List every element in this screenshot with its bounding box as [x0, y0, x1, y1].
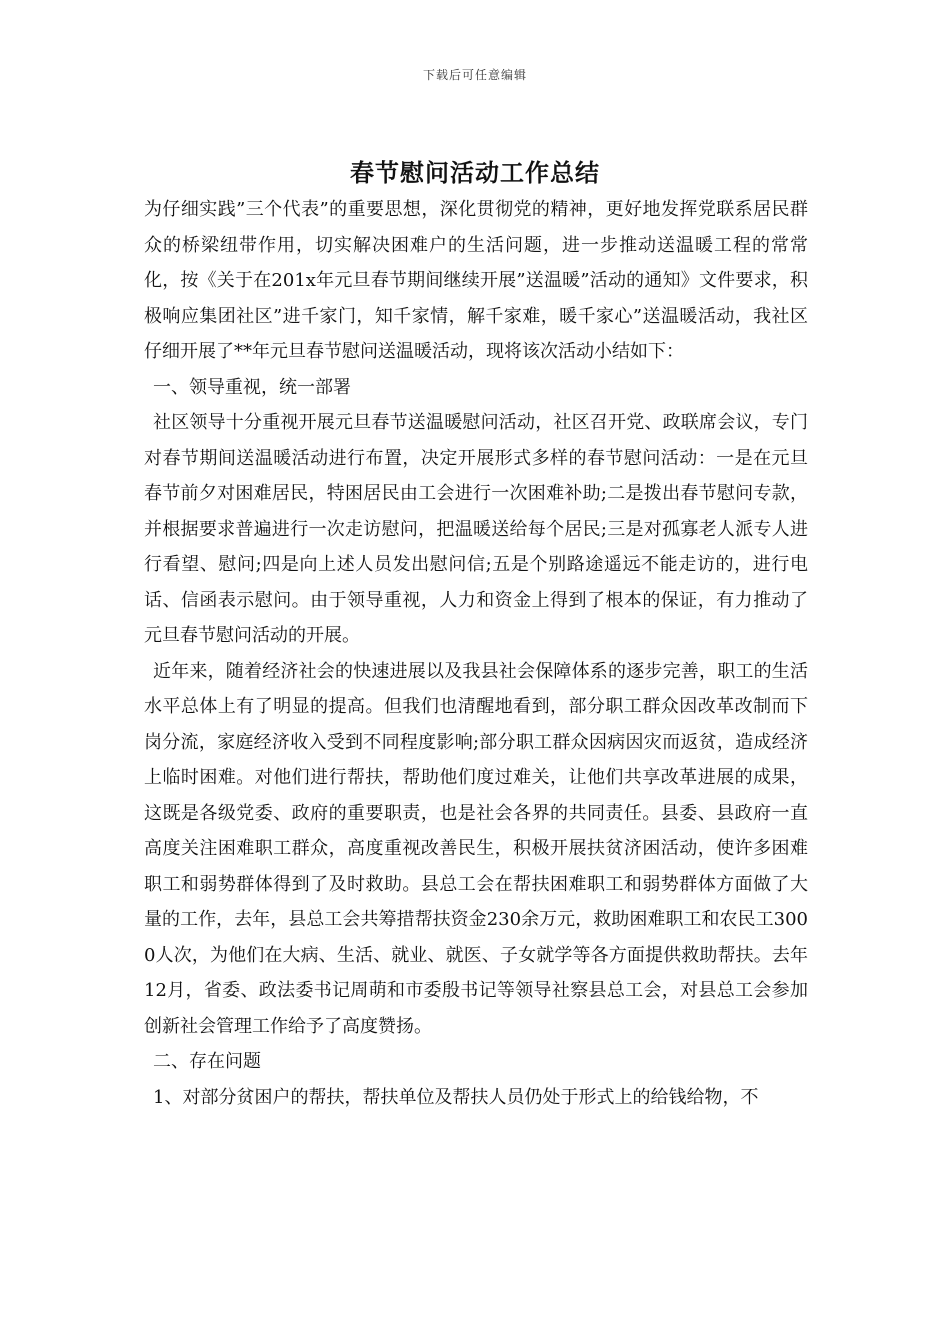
paragraph-problem-1: 1、对部分贫困户的帮扶，帮扶单位及帮扶人员仍处于形式上的给钱给物，不 [153, 1086, 759, 1108]
paragraph-recent-years: 近年来，随着经济社会的快速进展以及我县社会保障体系的逐步完善，职工的生活水平总体上有了明显的提高。但我们也清醒地看到，部分职工群众因改革改制而下岗分流，家庭经济收入受到不同程度影响;部分职工群众因病因灾而返贫，造成经济上临时困难。对他们进行帮扶，帮助他们度过难关，让他们共享改革进展的成果，这既是各级党委、政府的重要职责，也是社会各界的共同责任。县委、县政府一直高度关注困难职工群众，高度重视改善民生，积极开展扶贫济困活动，使许多困难职工和弱势群体得到了及时救助。县总工会在帮扶困难职工和弱势群体方面做了大量的工作，去年，县总工会共筹措帮扶资金230余万元，救助困难职工和农民工3000人次，为他们在大病、生活、就业、就医、子女就学等各方面提供救助帮扶。去年12月，省委、政法委书记周萌和市委殷书记等领导社察县总工会，对县总工会参加创新社会管理工作给予了高度赞扬。 [144, 660, 808, 1037]
document-title: 春节慰问活动工作总结 [350, 158, 600, 187]
document-body [144, 192, 808, 1115]
section-heading-problems: 二、存在问题 [153, 1051, 261, 1072]
paragraph-leadership: 社区领导十分重视开展元旦春节送温暖慰问活动，社区召开党、政联席会议，专门对春节期间送温暖活动进行布置，决定开展形式多样的春节慰问活动：一是在元旦春节前夕对困难居民，特困居民由工会进行一次困难补助;二是拨出春节慰问专款，并根据要求普遍进行一次走访慰问，把温暖送给每个居民;三是对孤寡老人派专人进行看望、慰问;四是向上述人员发出慰问信;五是个别路途遥远不能走访的，进行电话、信函表示慰问。由于领导重视，人力和资金上得到了根本的保证，有力推动了元旦春节慰问活动的开展。 [144, 412, 808, 646]
paragraph-intro: 为仔细实践”三个代表”的重要思想，深化贯彻党的精神，更好地发挥党联系居民群众的桥梁纽带作用，切实解决困难户的生活问题，进一步推动送温暖工程的常常化，按《关于在201x年元旦春节期间继续开展”送温暖”活动的通知》文件要求，积极响应集团社区”进千家门，知千家情，解千家难，暖千家心”送温暖活动，我社区仔细开展了**年元旦春节慰问送温暖活动，现将该次活动小结如下： [144, 199, 808, 362]
section-heading-leadership: 一、领导重视，统一部署 [153, 376, 351, 398]
header-note: 下载后可任意编辑 [422, 68, 527, 82]
